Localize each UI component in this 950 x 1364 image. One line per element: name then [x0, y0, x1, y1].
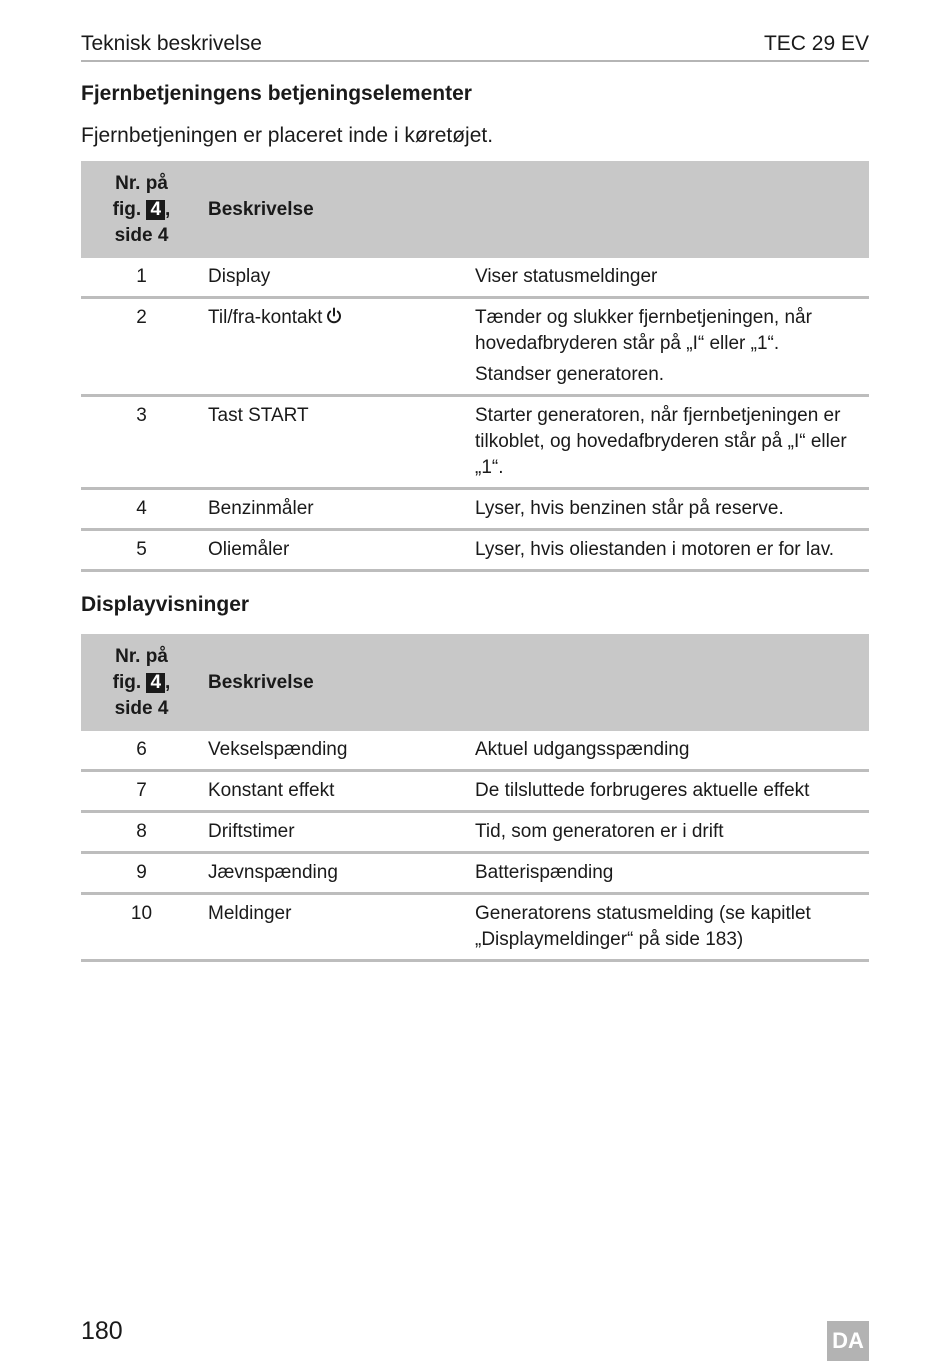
row-element-name: Driftstimer	[202, 812, 470, 853]
header-section-title: Teknisk beskrivelse	[81, 32, 262, 55]
table-header-row	[81, 634, 869, 731]
row-element-name: Konstant effekt	[202, 771, 470, 812]
table-row	[81, 396, 869, 489]
table-row	[81, 894, 869, 961]
row-description: Tænder og slukker fjernbetjeningen, når hovedafbryderen står på „I“ eller „1“. Standser generatoren.	[470, 298, 869, 396]
table-row	[81, 771, 869, 812]
header-model-name: TEC 29 EV	[763, 32, 869, 55]
section-intro: Fjernbetjeningen er placeret inde i køretøjet.	[81, 124, 494, 147]
column-header-number: Nr. på fig. 4 , side 4	[112, 645, 171, 719]
table-row	[81, 298, 869, 396]
row-element-name: Oliemåler	[202, 530, 470, 571]
row-number: 7	[81, 771, 202, 812]
row-number: 4	[81, 489, 202, 530]
row-number: 6	[81, 731, 202, 771]
figure-reference-badge: 4	[146, 200, 165, 220]
row-number: 1	[81, 258, 202, 298]
table-row	[81, 731, 869, 771]
section-title-display: Displayvisninger	[81, 593, 250, 616]
running-header	[81, 30, 869, 62]
row-element-name: Benzinmåler	[202, 489, 470, 530]
row-number: 3	[81, 396, 202, 489]
row-element-name: Til/fra-kontakt	[202, 298, 470, 396]
power-icon	[326, 307, 342, 325]
row-number: 10	[81, 894, 202, 961]
column-header-number: Nr. på fig. 4 , side 4	[112, 172, 171, 246]
row-description: Starter generatoren, når fjernbetjeningen er tilkoblet, og hovedafbryderen står på „I“ eller „1“.	[470, 396, 869, 489]
table-header-row	[81, 161, 869, 258]
row-description: Aktuel udgangsspænding	[470, 731, 869, 771]
row-description: Tid, som generatoren er i drift	[470, 812, 869, 853]
table-row	[81, 258, 869, 298]
column-header-description: Beskrivelse	[208, 671, 314, 693]
row-element-name: Vekselspænding	[202, 731, 470, 771]
row-number: 9	[81, 853, 202, 894]
display-readouts-table	[81, 634, 869, 962]
row-element-name: Meldinger	[202, 894, 470, 961]
row-description: Batterispænding	[470, 853, 869, 894]
table-row	[81, 530, 869, 571]
row-number: 2	[81, 298, 202, 396]
figure-reference-badge: 4	[146, 673, 165, 693]
row-description: Lyser, hvis oliestanden i motoren er for lav.	[470, 530, 869, 571]
section-title-remote-controls: Fjernbetjeningens betjeningselementer	[81, 82, 472, 105]
table-row	[81, 812, 869, 853]
page-number: 180	[81, 1317, 123, 1345]
table-row	[81, 489, 869, 530]
row-number: 5	[81, 530, 202, 571]
row-description: Viser statusmeldinger	[470, 258, 869, 298]
row-number: 8	[81, 812, 202, 853]
row-description: De tilsluttede forbrugeres aktuelle effekt	[470, 771, 869, 812]
row-element-name: Display	[202, 258, 470, 298]
row-element-name: Jævnspænding	[202, 853, 470, 894]
column-header-description: Beskrivelse	[208, 198, 314, 220]
row-element-name: Tast START	[202, 396, 470, 489]
table-row	[81, 853, 869, 894]
language-badge: DA	[827, 1321, 869, 1361]
remote-controls-table	[81, 161, 869, 572]
row-description: Generatorens statusmelding (se kapitlet „Displaymeldinger“ på side 183)	[470, 894, 869, 961]
row-description: Lyser, hvis benzinen står på reserve.	[470, 489, 869, 530]
